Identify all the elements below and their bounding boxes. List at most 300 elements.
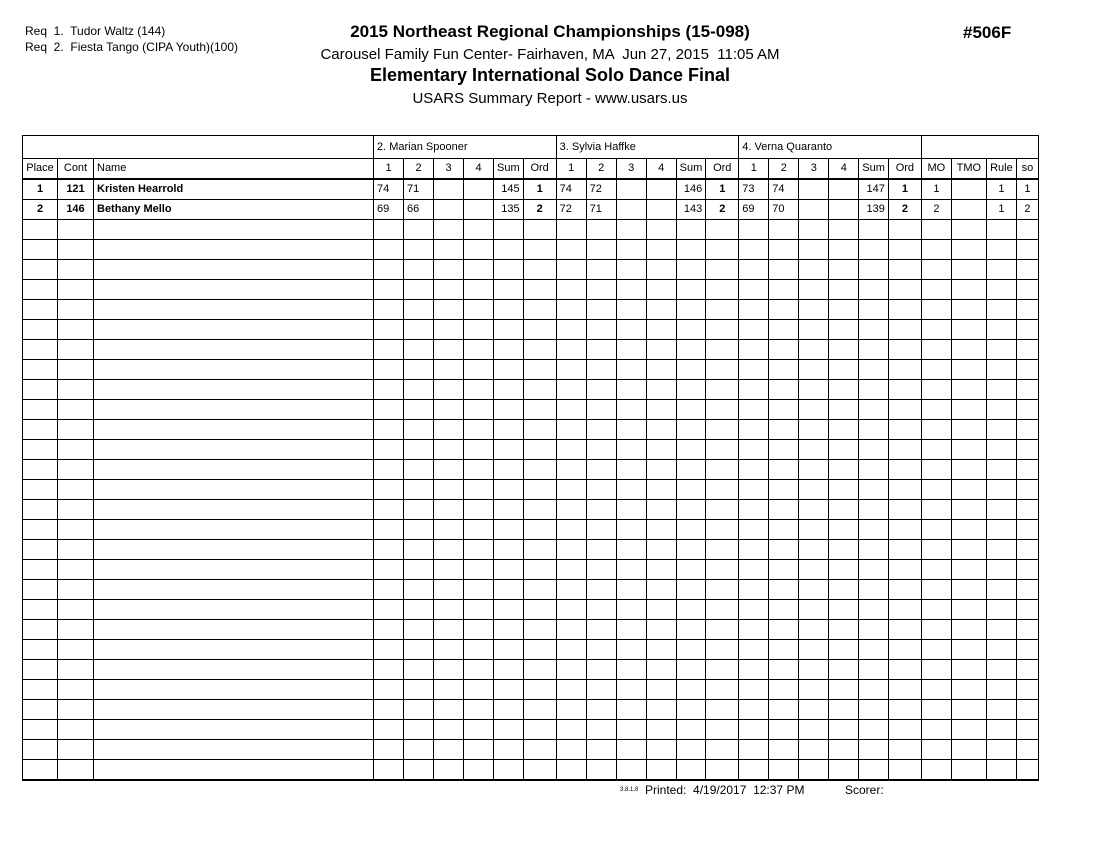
score-cell — [404, 600, 434, 620]
judge3-col1-header: 1 — [739, 159, 769, 180]
name-cell — [94, 640, 374, 660]
score-cell — [646, 300, 676, 320]
score-cell — [739, 740, 769, 760]
name-cell — [94, 560, 374, 580]
rule-cell: 1 — [986, 200, 1016, 220]
tmo-cell — [951, 560, 986, 580]
score-cell — [799, 680, 829, 700]
score-cell — [799, 179, 829, 200]
judge2-col3-header: 3 — [616, 159, 646, 180]
place-cell — [23, 620, 58, 640]
name-cell — [94, 760, 374, 781]
score-cell — [646, 460, 676, 480]
score-cell — [829, 179, 859, 200]
cont-header: Cont — [58, 159, 94, 180]
score-cell — [374, 300, 404, 320]
score-cell — [799, 260, 829, 280]
score-cell — [556, 240, 586, 260]
score-cell — [829, 740, 859, 760]
score-cell — [769, 400, 799, 420]
sum-cell — [494, 760, 524, 781]
cont-cell — [58, 600, 94, 620]
ord-cell — [523, 340, 556, 360]
ord-cell — [888, 620, 921, 640]
rule-cell — [986, 220, 1016, 240]
score-cell — [769, 260, 799, 280]
score-cell — [404, 240, 434, 260]
score-cell — [374, 500, 404, 520]
score-cell — [404, 340, 434, 360]
sum-cell — [859, 440, 889, 460]
score-cell — [434, 280, 464, 300]
ord-cell — [523, 700, 556, 720]
sum-cell — [676, 740, 706, 760]
ord-cell — [888, 280, 921, 300]
judge3-sum-header: Sum — [859, 159, 889, 180]
ord-cell — [888, 720, 921, 740]
name-cell — [94, 520, 374, 540]
score-cell — [799, 740, 829, 760]
score-cell — [646, 700, 676, 720]
judge2-col2-header: 2 — [586, 159, 616, 180]
cont-cell — [58, 580, 94, 600]
score-cell — [374, 660, 404, 680]
so-cell — [1016, 640, 1038, 660]
place-cell — [23, 500, 58, 520]
sum-cell — [676, 720, 706, 740]
empty-row — [23, 480, 1039, 500]
req-dance-1: Req 1. Tudor Waltz (144) — [25, 24, 166, 38]
ord-cell — [888, 740, 921, 760]
score-cell — [434, 220, 464, 240]
score-cell — [769, 320, 799, 340]
mo-cell — [921, 560, 951, 580]
sum-cell — [676, 560, 706, 580]
score-cell — [799, 240, 829, 260]
cont-cell: 121 — [58, 179, 94, 200]
ord-cell — [523, 400, 556, 420]
score-cell — [434, 660, 464, 680]
score-cell — [829, 300, 859, 320]
tmo-cell — [951, 760, 986, 781]
score-cell — [829, 680, 859, 700]
ord-cell — [888, 260, 921, 280]
score-cell — [739, 440, 769, 460]
score-cell — [799, 220, 829, 240]
rule-cell — [986, 480, 1016, 500]
score-cell — [404, 440, 434, 460]
score-cell — [769, 520, 799, 540]
ord-cell — [706, 560, 739, 580]
rule-cell — [986, 300, 1016, 320]
score-cell — [769, 300, 799, 320]
score-cell — [646, 260, 676, 280]
ord-cell — [888, 420, 921, 440]
ord-cell — [888, 220, 921, 240]
sum-cell: 143 — [676, 200, 706, 220]
score-cell — [586, 720, 616, 740]
mo-cell — [921, 540, 951, 560]
score-cell — [616, 500, 646, 520]
sum-cell — [676, 520, 706, 540]
ord-cell — [523, 280, 556, 300]
rule-cell: 1 — [986, 179, 1016, 200]
score-cell — [434, 260, 464, 280]
mo-header: MO — [921, 159, 951, 180]
score-cell — [829, 340, 859, 360]
tmo-cell — [951, 320, 986, 340]
score-cell — [829, 440, 859, 460]
score-cell — [799, 540, 829, 560]
ord-cell — [706, 760, 739, 781]
score-cell — [739, 680, 769, 700]
so-cell — [1016, 740, 1038, 760]
empty-row — [23, 420, 1039, 440]
score-cell — [464, 440, 494, 460]
score-cell — [586, 660, 616, 680]
sum-cell — [676, 400, 706, 420]
score-cell — [464, 760, 494, 781]
score-cell — [799, 700, 829, 720]
sum-cell — [494, 520, 524, 540]
score-cell — [769, 440, 799, 460]
mo-cell — [921, 380, 951, 400]
ord-cell — [888, 640, 921, 660]
score-cell — [586, 220, 616, 240]
score-cell — [586, 580, 616, 600]
place-cell — [23, 260, 58, 280]
score-cell — [646, 500, 676, 520]
cont-cell — [58, 640, 94, 660]
score-cell — [769, 740, 799, 760]
score-cell — [464, 480, 494, 500]
tmo-cell — [951, 200, 986, 220]
score-cell — [374, 760, 404, 781]
score-cell — [769, 240, 799, 260]
score-cell — [556, 600, 586, 620]
ord-cell — [523, 620, 556, 640]
score-cell — [646, 240, 676, 260]
sum-cell — [859, 460, 889, 480]
score-cell — [739, 720, 769, 740]
score-cell — [434, 720, 464, 740]
score-cell — [586, 320, 616, 340]
score-cell — [739, 700, 769, 720]
score-cell — [739, 240, 769, 260]
score-cell — [739, 660, 769, 680]
score-cell — [404, 620, 434, 640]
place-cell — [23, 340, 58, 360]
so-cell — [1016, 360, 1038, 380]
judge-1-name: 2. Marian Spooner — [374, 136, 557, 159]
ord-cell — [706, 440, 739, 460]
score-cell — [586, 240, 616, 260]
sum-cell — [494, 360, 524, 380]
score-cell — [799, 480, 829, 500]
score-cell — [646, 660, 676, 680]
tmo-cell — [951, 600, 986, 620]
competitor-row — [23, 200, 1039, 220]
score-cell — [799, 640, 829, 660]
score-cell — [404, 480, 434, 500]
score-cell — [739, 320, 769, 340]
score-cell — [586, 380, 616, 400]
score-cell — [799, 200, 829, 220]
mo-cell — [921, 600, 951, 620]
sum-cell — [494, 600, 524, 620]
sum-cell — [676, 480, 706, 500]
score-cell — [799, 320, 829, 340]
score-cell — [374, 560, 404, 580]
score-cell — [374, 400, 404, 420]
score-cell — [404, 640, 434, 660]
ord-cell — [523, 420, 556, 440]
ord-cell — [706, 480, 739, 500]
score-cell — [374, 440, 404, 460]
championship-title: 2015 Northeast Regional Championships (15-098) — [350, 22, 750, 41]
ord-cell — [706, 740, 739, 760]
score-cell — [769, 720, 799, 740]
score-table-body — [23, 136, 1039, 781]
score-cell — [404, 400, 434, 420]
empty-row — [23, 740, 1039, 760]
place-cell — [23, 300, 58, 320]
score-cell — [374, 260, 404, 280]
sum-cell — [494, 620, 524, 640]
name-cell — [94, 320, 374, 340]
ord-cell — [706, 340, 739, 360]
score-cell — [404, 540, 434, 560]
sum-cell — [859, 540, 889, 560]
mo-cell — [921, 440, 951, 460]
mo-cell — [921, 260, 951, 280]
sum-cell — [859, 240, 889, 260]
ord-cell — [706, 460, 739, 480]
cont-cell — [58, 560, 94, 580]
score-cell — [616, 380, 646, 400]
score-cell — [739, 400, 769, 420]
score-cell — [374, 380, 404, 400]
ord-cell — [523, 540, 556, 560]
tmo-cell — [951, 340, 986, 360]
rule-cell — [986, 620, 1016, 640]
score-cell — [616, 400, 646, 420]
score-cell — [769, 360, 799, 380]
rule-cell — [986, 560, 1016, 580]
judge1-ord-header: Ord — [523, 159, 556, 180]
score-cell — [404, 560, 434, 580]
sum-cell — [859, 580, 889, 600]
place-cell — [23, 400, 58, 420]
score-cell — [556, 500, 586, 520]
score-cell — [829, 400, 859, 420]
sum-cell — [494, 560, 524, 580]
place-cell — [23, 240, 58, 260]
score-cell — [556, 720, 586, 740]
score-cell — [434, 520, 464, 540]
sum-cell — [494, 300, 524, 320]
score-cell — [739, 760, 769, 781]
sum-cell — [859, 560, 889, 580]
so-cell — [1016, 300, 1038, 320]
score-cell — [769, 580, 799, 600]
score-cell — [374, 220, 404, 240]
name-cell — [94, 480, 374, 500]
score-cell — [646, 480, 676, 500]
score-cell — [616, 220, 646, 240]
score-cell — [769, 220, 799, 240]
score-cell — [616, 280, 646, 300]
score-cell — [616, 340, 646, 360]
place-cell — [23, 660, 58, 680]
score-cell — [434, 480, 464, 500]
name-cell — [94, 260, 374, 280]
place-header: Place — [23, 159, 58, 180]
empty-row — [23, 600, 1039, 620]
report-version: 3.8.1.8 — [620, 787, 639, 793]
ord-cell — [523, 680, 556, 700]
sum-cell — [859, 260, 889, 280]
score-cell — [434, 440, 464, 460]
score-cell — [434, 380, 464, 400]
sum-cell — [676, 700, 706, 720]
cont-cell: 146 — [58, 200, 94, 220]
score-cell — [374, 460, 404, 480]
ord-cell — [706, 680, 739, 700]
empty-row — [23, 440, 1039, 460]
sum-cell — [494, 680, 524, 700]
so-cell — [1016, 260, 1038, 280]
so-cell: 1 — [1016, 179, 1038, 200]
score-cell — [464, 200, 494, 220]
event-title: Elementary International Solo Dance Final — [369, 65, 731, 85]
sum-cell — [859, 600, 889, 620]
rule-cell — [986, 680, 1016, 700]
rule-cell — [986, 260, 1016, 280]
ord-cell — [706, 700, 739, 720]
tmo-cell — [951, 420, 986, 440]
mo-cell: 2 — [921, 200, 951, 220]
sum-cell — [859, 620, 889, 640]
sum-cell — [859, 400, 889, 420]
mo-cell: 1 — [921, 179, 951, 200]
ord-cell — [706, 380, 739, 400]
sum-cell — [494, 640, 524, 660]
score-cell — [464, 680, 494, 700]
ord-cell — [523, 300, 556, 320]
score-cell — [374, 240, 404, 260]
judge1-col3-header: 3 — [434, 159, 464, 180]
empty-row — [23, 520, 1039, 540]
so-cell — [1016, 340, 1038, 360]
cont-cell — [58, 740, 94, 760]
sum-cell — [859, 340, 889, 360]
score-cell: 72 — [586, 179, 616, 200]
tmo-cell — [951, 220, 986, 240]
mo-cell — [921, 660, 951, 680]
ord-cell — [888, 600, 921, 620]
score-cell — [739, 360, 769, 380]
sum-cell — [859, 480, 889, 500]
score-cell — [829, 240, 859, 260]
judge-2-name: 3. Sylvia Haffke — [556, 136, 739, 159]
so-cell — [1016, 440, 1038, 460]
judge2-ord-header: Ord — [706, 159, 739, 180]
score-cell — [404, 720, 434, 740]
score-cell — [404, 700, 434, 720]
place-cell — [23, 520, 58, 540]
score-cell — [434, 300, 464, 320]
score-cell — [829, 700, 859, 720]
ord-cell — [888, 760, 921, 781]
place-cell — [23, 720, 58, 740]
score-cell — [799, 600, 829, 620]
sum-cell — [859, 720, 889, 740]
score-cell — [829, 620, 859, 640]
sum-cell — [494, 500, 524, 520]
so-cell — [1016, 540, 1038, 560]
ord-cell — [888, 560, 921, 580]
score-cell — [646, 640, 676, 660]
score-cell — [646, 400, 676, 420]
sum-cell — [859, 740, 889, 760]
ord-cell — [523, 600, 556, 620]
sum-cell — [676, 680, 706, 700]
cont-cell — [58, 440, 94, 460]
place-cell — [23, 580, 58, 600]
ord-cell — [888, 700, 921, 720]
score-cell — [646, 520, 676, 540]
empty-row — [23, 320, 1039, 340]
name-cell: Kristen Hearrold — [94, 179, 374, 200]
sum-cell — [859, 420, 889, 440]
score-cell — [556, 420, 586, 440]
name-cell — [94, 620, 374, 640]
ord-cell — [523, 220, 556, 240]
score-cell — [586, 340, 616, 360]
name-cell — [94, 580, 374, 600]
score-cell — [616, 740, 646, 760]
score-cell — [464, 240, 494, 260]
score-cell — [739, 480, 769, 500]
score-cell — [616, 760, 646, 781]
event-number: #506F — [963, 23, 1012, 42]
place-cell — [23, 740, 58, 760]
score-cell — [464, 620, 494, 640]
score-cell — [799, 340, 829, 360]
sum-cell — [676, 540, 706, 560]
place-cell — [23, 460, 58, 480]
score-cell — [616, 700, 646, 720]
ord-cell — [523, 480, 556, 500]
mo-cell — [921, 760, 951, 781]
tmo-cell — [951, 580, 986, 600]
sum-cell — [859, 680, 889, 700]
rule-cell — [986, 760, 1016, 781]
score-cell — [556, 260, 586, 280]
sum-cell: 145 — [494, 179, 524, 200]
score-cell — [829, 600, 859, 620]
sum-cell — [859, 220, 889, 240]
score-cell — [646, 360, 676, 380]
score-cell: 66 — [404, 200, 434, 220]
empty-row — [23, 400, 1039, 420]
sum-cell — [676, 500, 706, 520]
sum-cell: 139 — [859, 200, 889, 220]
score-cell — [404, 300, 434, 320]
ord-cell — [706, 300, 739, 320]
score-cell — [646, 740, 676, 760]
